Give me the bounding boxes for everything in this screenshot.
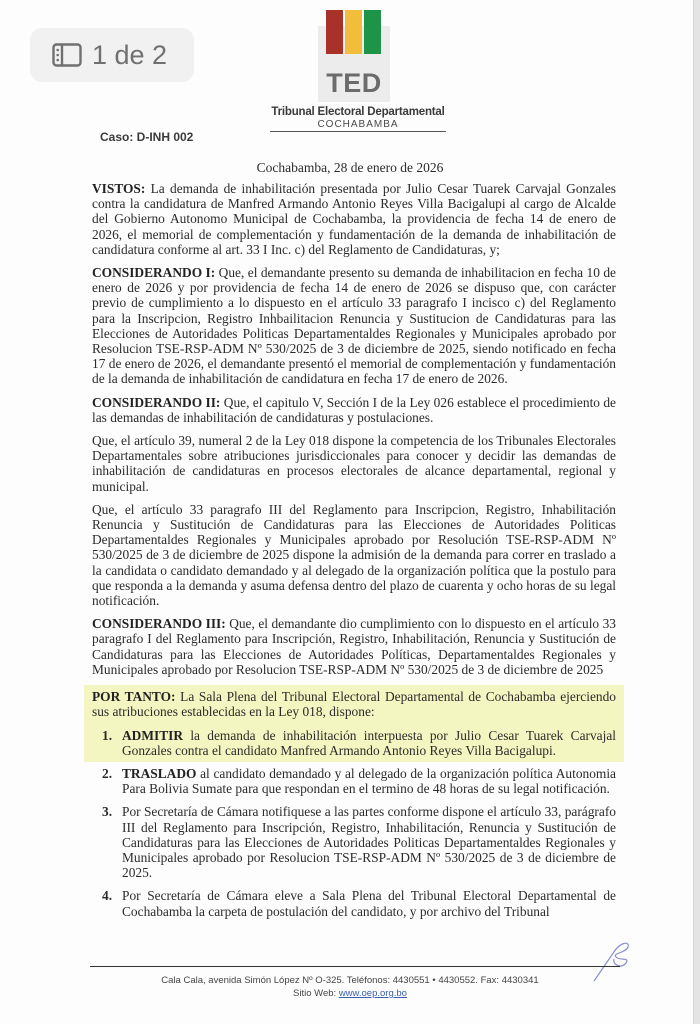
footer-address: Cala Cala, avenida Simón López Nº O-325. Teléfonos: 4430551 • 4430552. Fax: 4430341 [161, 975, 539, 986]
vistos-paragraph [92, 181, 616, 257]
resolution-number: 4. [102, 888, 113, 904]
page-indicator-text: 1 de 2 [92, 39, 168, 70]
considerando-1-text: Que, el demandante presento su demanda de inhabilitacion en fecha 10 de enero de 2026 y por providencia de fecha 14 de enero de 2026 se dispuso que, con carácter previo de cumplimiento a lo dispuesto en el artículo 33 paragrafo I incisco c) del Reglamento para la Inscripcion, Registro Inhbailitacion Renuncia y Sustitucion de Candidaturas para las Elecciones de Autoridades Politicas Departamentaldes Regionales y Municipales aprobado por Resolucion TSE-RSP-ADM Nº 530/2025 de 3 de diciembre de 2025, siendo notificado en fecha 17 de enero de 2026, el demandante presentó el memorial de complementación y fundamentación de la demanda de inhabilitación de candidatura en fecha 17 de enero de 2026. [92, 265, 616, 387]
resolution-number: 1. [102, 727, 113, 743]
document-date: Cochabamba, 28 de enero de 2026 [256, 160, 444, 175]
page-indicator-button[interactable] [30, 28, 194, 82]
scrollbar-track[interactable] [693, 0, 700, 1024]
logo-bar-red [326, 10, 343, 54]
por-tanto-label: POR TANTO: [92, 689, 176, 705]
footer-web-link[interactable]: www.oep.org.bo [338, 988, 407, 999]
logo-bar-yellow [345, 10, 362, 54]
considerando-2-label: CONSIDERANDO II: [92, 394, 221, 410]
resolution-item [92, 766, 616, 796]
ley-018-paragraph: Que, el artículo 39, numeral 2 de la Ley 018 dispone la competencia de los Tribunales Electorales Departamentales sobre atribuciones jurisdiccionales para conocer y decidir las demandas de inhabilitación de candidaturas en procesos electorales de alcance departamental, regional y municipal. [92, 433, 616, 494]
document-body [92, 181, 616, 927]
por-tanto-text: La Sala Plena del Tribunal Electoral Departamental de Cochabamba ejerciendo sus atribuciones establecidas en la Ley 018, dispone: [92, 689, 616, 720]
resolution-text: al candidato demandado y al delegado de la organización política Autonomia Para Bolivia Sumate para que respondan en el termino de 48 horas de su legal notificación. [122, 765, 616, 797]
sidebar-panel-icon [52, 43, 82, 67]
logo-bar-green [364, 10, 381, 54]
footer-web-label: Sitio Web: [293, 988, 339, 999]
resolution-text: Por Secretaría de Cámara notifiquese a las partes conforme dispone el artículo 33, parágrafo III del Reglamento para Inscripción, Registro, Inhabilitación, Renuncia y Sustitución de Candidaturas para las Elecciones de Autoridades Politicas Departamentaldes Regionales y Municipales aprobado por Resolucion TSE-RSP-ADM Nº 530/2025 de 3 de diciembre de 2025. [122, 804, 616, 881]
institution-city: COCHABAMBA [270, 119, 446, 132]
considerando-2-text: Que, el capitulo V, Sección I de la Ley 026 establece el procedimiento de las demandas de inhabilitación de candidaturas y postulaciones. [92, 394, 617, 425]
considerando-3-label: CONSIDERANDO III: [92, 616, 226, 632]
resolution-number: 2. [102, 765, 113, 781]
considerando-1-paragraph [92, 265, 616, 387]
logo-text: TED [326, 68, 382, 98]
articulo-33-paragraph: Que, el artículo 33 paragrafo III del Reglamento para Inscripcion, Registro, Inhabilitación Renuncia y Sustitución de Candidaturas para las Elecciones de Autoridades Politicas Departamentaldes Regionales y Municipales aprobado por Resolución TSE-RSP-ADM Nº 530/2025 de 3 de diciembre de 2025 dispone la admisión de la demanda para correr en traslado a la candidata o candidato demandado y al delegado de la organización política que la postulo para que responda a la demanda y asuma defensa dentro del plazo de cuarenta y ocho horas de su legal notificación. [92, 501, 616, 609]
considerando-3-text: Que, el demandante dio cumplimiento con lo dispuesto en el artículo 33 paragrafo I del Reglamento para Inscripción, Registro, Inhabilitación, Renuncia y Sustitución de Candidaturas para las Elecciones de Autoridades Políticas, Departamentaldes Regionales y Municipales aprobado por Resolucion TSE-RSP-ADM Nº 530/2025 de 3 de diciembre de 2025 [92, 616, 616, 677]
considerando-1-label: CONSIDERANDO I: [92, 265, 216, 281]
considerando-2-paragraph [92, 395, 616, 425]
institution-header [270, 106, 446, 132]
por-tanto-paragraph [92, 689, 616, 719]
resolution-text: Por Secretaría de Cámara eleve a Sala Plena del Tribunal Electoral Departamental de Cochabamba la carpeta de postulación del candidato, y por archivo del Tribunal [122, 888, 616, 919]
resolution-number: 3. [102, 804, 113, 820]
institution-name: Tribunal Electoral Departamental [271, 106, 445, 118]
resolution-label: ADMITIR [122, 727, 184, 743]
vistos-label: VISTOS: [92, 181, 146, 196]
case-number: Caso: D-INH 002 [100, 130, 194, 144]
highlighted-section [84, 685, 624, 762]
resolution-label: TRASLADO [122, 765, 197, 781]
considerando-3-paragraph [92, 616, 616, 677]
resolution-item [92, 728, 616, 758]
document-footer [0, 974, 700, 1000]
resolution-text: la demanda de inhabilitación interpuesta por Julio Cesar Tuarek Carvajal Gonzales contra el candidato Manfred Armando Antonio Reyes Villa Bacigalupi. [122, 727, 616, 758]
resolution-item [92, 804, 616, 880]
resolution-item [92, 888, 616, 918]
ted-logo [318, 10, 390, 102]
footer-web [0, 987, 700, 1000]
footer-divider [90, 966, 620, 967]
vistos-text: La demanda de inhabilitación presentada por Julio Cesar Tuarek Carvajal Gonzales contra la candidatura de Manfred Armando Antonio Reyes Villa Bacigalupi al cargo de Alcalde del Gobierno Autonomo Municipal de Cochabamba, la providencia de fecha 14 de enero de 2026, el memorial de complementación y fundamentación de la demanda de inhabilitación de candidatura conforme al art. 33 I Inc. c) del Reglamento de Candidaturas, y; [92, 181, 616, 257]
